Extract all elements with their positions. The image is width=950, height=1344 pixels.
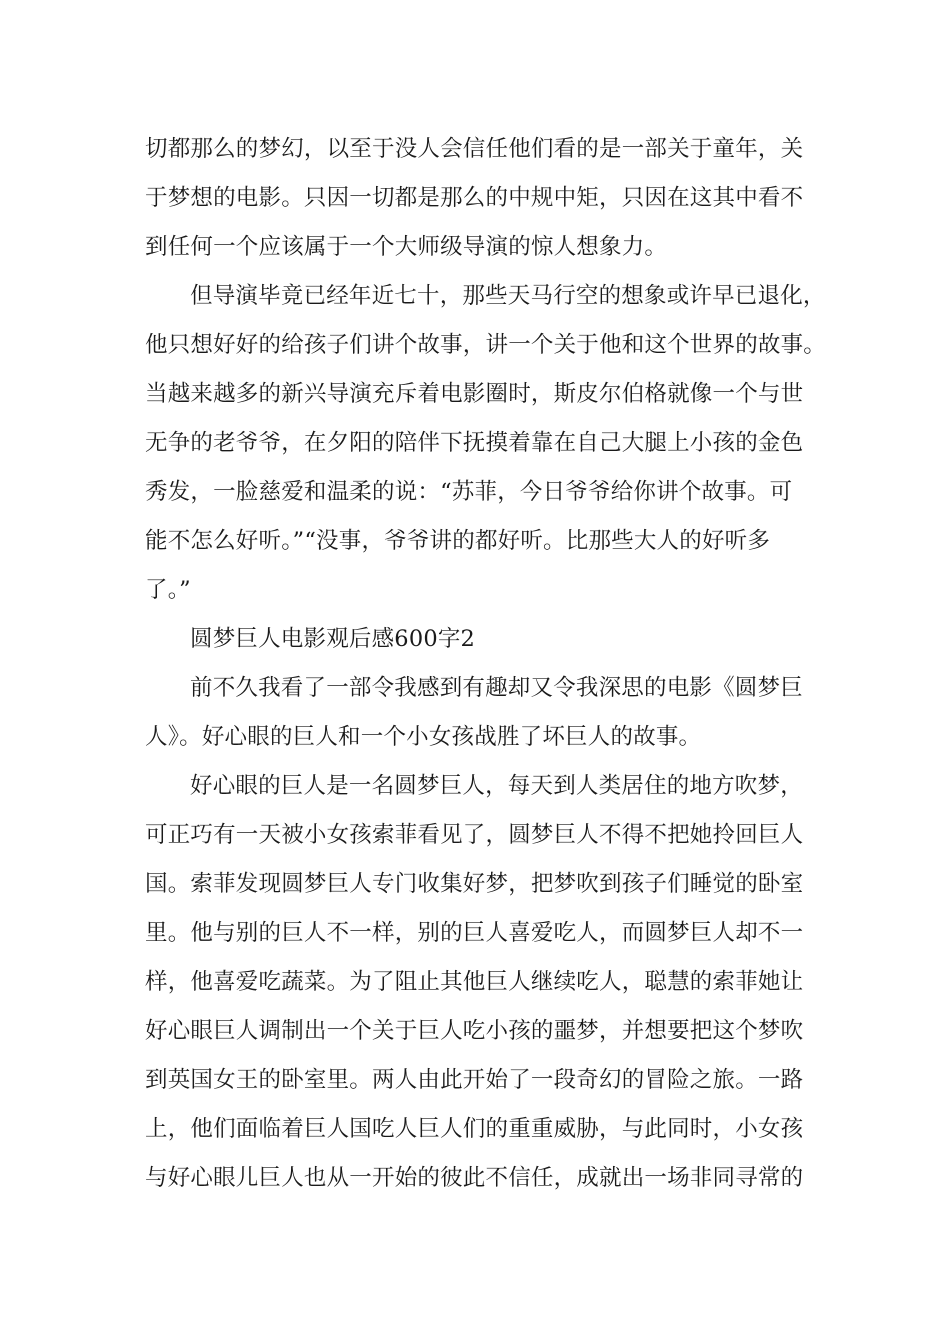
text-line: 切都那么的梦幻，以至于没人会信任他们看的是一部关于童年，关 bbox=[145, 136, 804, 162]
paragraph bbox=[145, 664, 825, 762]
text-line: 与好心眼儿巨人也从一开始的彼此不信任，成就出一场非同寻常的 bbox=[145, 1165, 804, 1191]
text-line: 了。” bbox=[145, 577, 191, 603]
paragraph bbox=[145, 125, 825, 272]
text-line: 当越来越多的新兴导演充斥着电影圈时，斯皮尔伯格就像一个与世 bbox=[145, 381, 804, 407]
document-body bbox=[145, 125, 825, 1203]
paragraph bbox=[145, 762, 825, 1203]
text-line: 可正巧有一天被小女孩索菲看见了，圆梦巨人不得不把她拎回巨人 bbox=[145, 822, 804, 848]
text-line: 他只想好好的给孩子们讲个故事，讲一个关于他和这个世界的故事。 bbox=[145, 332, 827, 358]
text-line: 圆梦巨人电影观后感600字2 bbox=[190, 626, 476, 652]
text-line: 无争的老爷爷，在夕阳的陪伴下抚摸着靠在自己大腿上小孩的金色 bbox=[145, 430, 804, 456]
text-line: 到任何一个应该属于一个大师级导演的惊人想象力。 bbox=[145, 234, 668, 260]
paragraph bbox=[145, 272, 825, 615]
text-line: 能不怎么好听。”“没事，爷爷讲的都好听。比那些大人的好听多 bbox=[145, 528, 771, 554]
text-line: 秀发，一脸慈爱和温柔的说：“苏菲，今日爷爷给你讲个故事。可 bbox=[145, 479, 793, 505]
text-line: 但导演毕竟已经年近七十，那些天马行空的想象或许早已退化， bbox=[190, 283, 826, 309]
text-line: 里。他与别的巨人不一样，别的巨人喜爱吃人，而圆梦巨人却不一 bbox=[145, 920, 804, 946]
text-line: 人》。好心眼的巨人和一个小女孩战胜了坏巨人的故事。 bbox=[145, 724, 702, 750]
text-line: 样，他喜爱吃蔬菜。为了阻止其他巨人继续吃人，聪慧的索菲她让 bbox=[145, 969, 804, 995]
text-line: 前不久我看了一部令我感到有趣却又令我深思的电影《圆梦巨 bbox=[190, 675, 803, 701]
text-line: 好心眼巨人调制出一个关于巨人吃小孩的噩梦，并想要把这个梦吹 bbox=[145, 1018, 804, 1044]
paragraph bbox=[145, 615, 825, 664]
text-line: 好心眼的巨人是一名圆梦巨人，每天到人类居住的地方吹梦， bbox=[190, 773, 803, 799]
text-line: 上，他们面临着巨人国吃人巨人们的重重威胁，与此同时，小女孩 bbox=[145, 1116, 804, 1142]
text-line: 到英国女王的卧室里。两人由此开始了一段奇幻的冒险之旅。一路 bbox=[145, 1067, 804, 1093]
text-line: 国。索菲发现圆梦巨人专门收集好梦，把梦吹到孩子们睡觉的卧室 bbox=[145, 871, 804, 897]
text-line: 于梦想的电影。只因一切都是那么的中规中矩，只因在这其中看不 bbox=[145, 185, 804, 211]
